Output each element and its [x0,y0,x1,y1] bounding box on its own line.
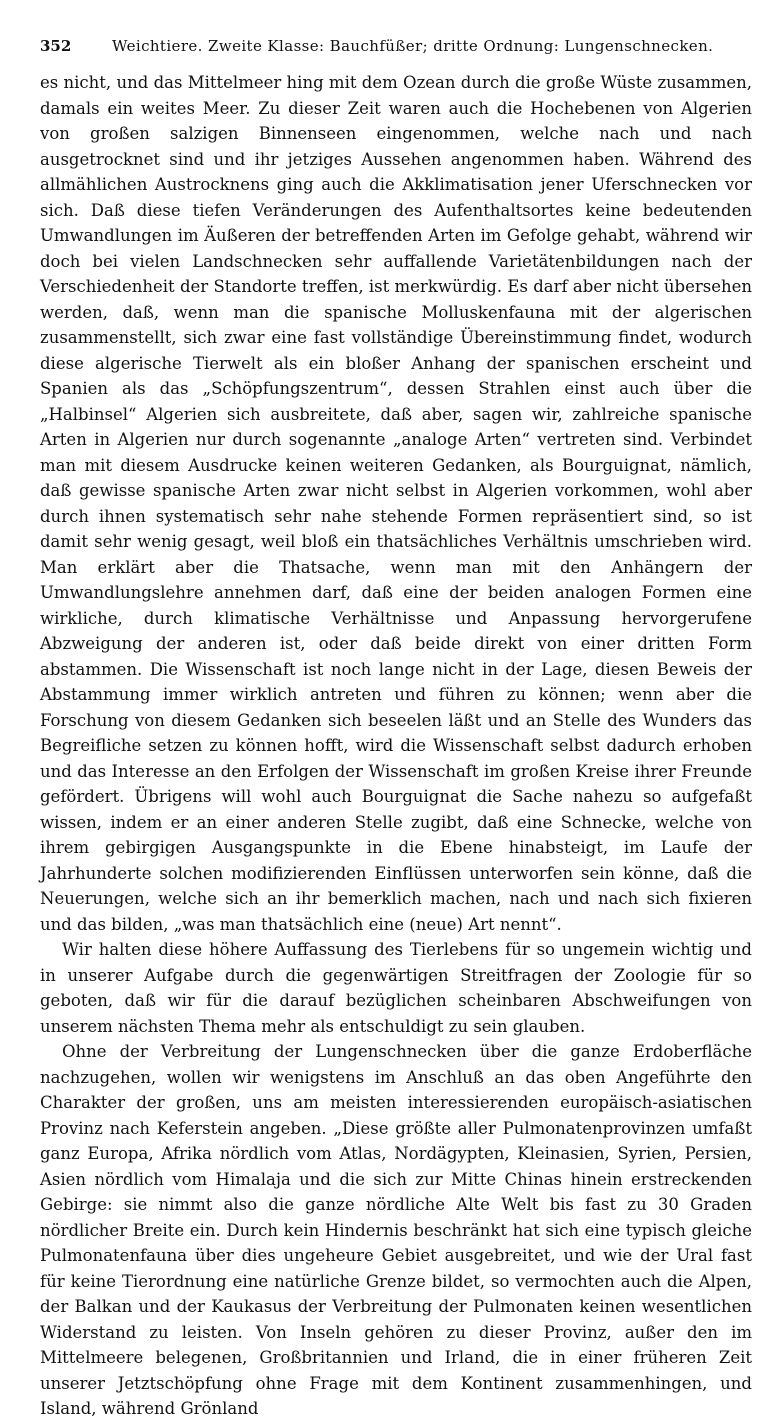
running-head: Weichtiere. Zweite Klasse: Bauchfüßer; dritte Ordnung: Lungenschnecken. [112,37,714,55]
page-header [40,34,740,58]
paragraph: Wir halten diese höhere Auffassung des Tierlebens für so ungemein wichtig und in unserer Aufgabe durch die gegenwärtigen Streitfragen der Zoologie für so geboten, daß wir für die darauf bezüglichen scheinbaren Abschweifungen von unserem nächsten Thema mehr als entschuldigt zu sein glauben. [40,940,752,1036]
page-number: 352 [40,37,72,55]
body-text [40,70,752,1422]
paragraph: Ohne der Verbreitung der Lungenschnecken über die ganze Erdoberfläche nachzugehen, wollen wir wenigstens im Anschluß an das oben Angeführte den Charakter der großen, uns am meisten interessierenden europäisch-asiatischen Provinz nach Keferstein angeben. „Diese größte aller Pulmonatenprovinzen umfaßt ganz Europa, Afrika nördlich vom Atlas, Nordägypten, Kleinasien, Syrien, Persien, Asien nördlich vom Himalaja und die sich zur Mitte Chinas hinein erstreckenden Gebirge: sie nimmt also die ganze nördliche Alte Welt bis fast zu 30 Graden nördlicher Breite ein. Durch kein Hindernis beschränkt hat sich eine typisch gleiche Pulmonatenfauna über dies ungeheure Gebiet ausgebreitet, und wie der Ural fast für keine Tierordnung eine natürliche Grenze bildet, so vermochten auch die Alpen, der Balkan und der Kaukasus der Verbreitung der Pulmonaten keinen wesentlichen Widerstand zu leisten. Von Inseln gehören zu dieser Provinz, außer den im Mittelmeere belegenen, Großbritannien und Irland, die in einer früheren Zeit unserer Jetztschöpfung ohne Frage mit dem Kontinent zusammenhingen, und Island, während Grönland [40,1042,752,1418]
paragraph-continued: es nicht, und das Mittelmeer hing mit dem Ozean durch die große Wüste zusammen, damals ein weites Meer. Zu dieser Zeit waren auch die Hochebenen von Algerien von großen salzigen Binnenseen eingenommen, welche nach und nach ausgetrocknet sind und ihr jetziges Aussehen angenommen haben. Während des allmählichen Austrocknens ging auch die Akklimatisation jener Uferschnecken vor sich. Daß diese tiefen Veränderungen des Aufenthaltsortes keine bedeutenden Umwandlungen im Äußeren der betreffenden Arten im Gefolge gehabt, während wir doch bei vielen Landschnecken sehr auffallende Varietätenbildungen nach der Verschiedenheit der Standorte treffen, ist merkwürdig. Es darf aber nicht übersehen werden, daß, wenn man die spanische Molluskenfauna mit der algerischen zusammenstellt, sich zwar eine fast vollständige Übereinstimmung findet, wodurch diese algerische Tierwelt als ein bloßer Anhang der spanischen erscheint und Spanien als das „Schöpfungszentrum“, dessen Strahlen einst auch über die „Halbinsel“ Algerien sich ausbreitete, daß aber, sagen wir, zahlreiche spanische Arten in Algerien nur durch sogenannte „analoge Arten“ vertreten sind. Verbindet man mit diesem Ausdrucke keinen weiteren Gedanken, als Bourguignat, nämlich, daß gewisse spanische Arten zwar nicht selbst in Algerien vorkommen, wohl aber durch ihnen systematisch sehr nahe stehende Formen repräsentiert sind, so ist damit sehr wenig gesagt, weil bloß ein thatsächliches Verhältnis umschrieben wird. Man erklärt aber die Thatsache, wenn man mit den Anhängern der Umwandlungslehre annehmen darf, daß eine der beiden analogen Formen eine wirkliche, durch klimatische Verhältnisse und Anpassung hervorgerufene Abzweigung der anderen ist, oder daß beide direkt von einer dritten Form abstammen. Die Wissenschaft ist noch lange nicht in der Lage, diesen Beweis der Abstammung immer wirklich antreten und führen zu können; wenn aber die Forschung von diesem Gedanken sich beseelen läßt und an Stelle des Wunders das Begreifliche setzen zu können hofft, wird die Wissenschaft selbst dadurch erhoben und das Interesse an den Erfolgen der Wissenschaft im großen Kreise ihrer Freunde gefördert. Übrigens will wohl auch Bourguignat die Sache nahezu so aufgefaßt wissen, indem er an einer anderen Stelle zugibt, daß eine Schnecke, welche von ihrem gebirgigen Ausgangspunkte in die Ebene hinabsteigt, im Laufe der Jahrhunderte solchen modifizierenden Einflüssen unterworfen sein könne, daß die Neuerungen, welche sich an ihr bemerklich machen, nach und nach sich fixieren und das bilden, „was man thatsächlich eine (neue) Art nennt“. [40,73,752,934]
